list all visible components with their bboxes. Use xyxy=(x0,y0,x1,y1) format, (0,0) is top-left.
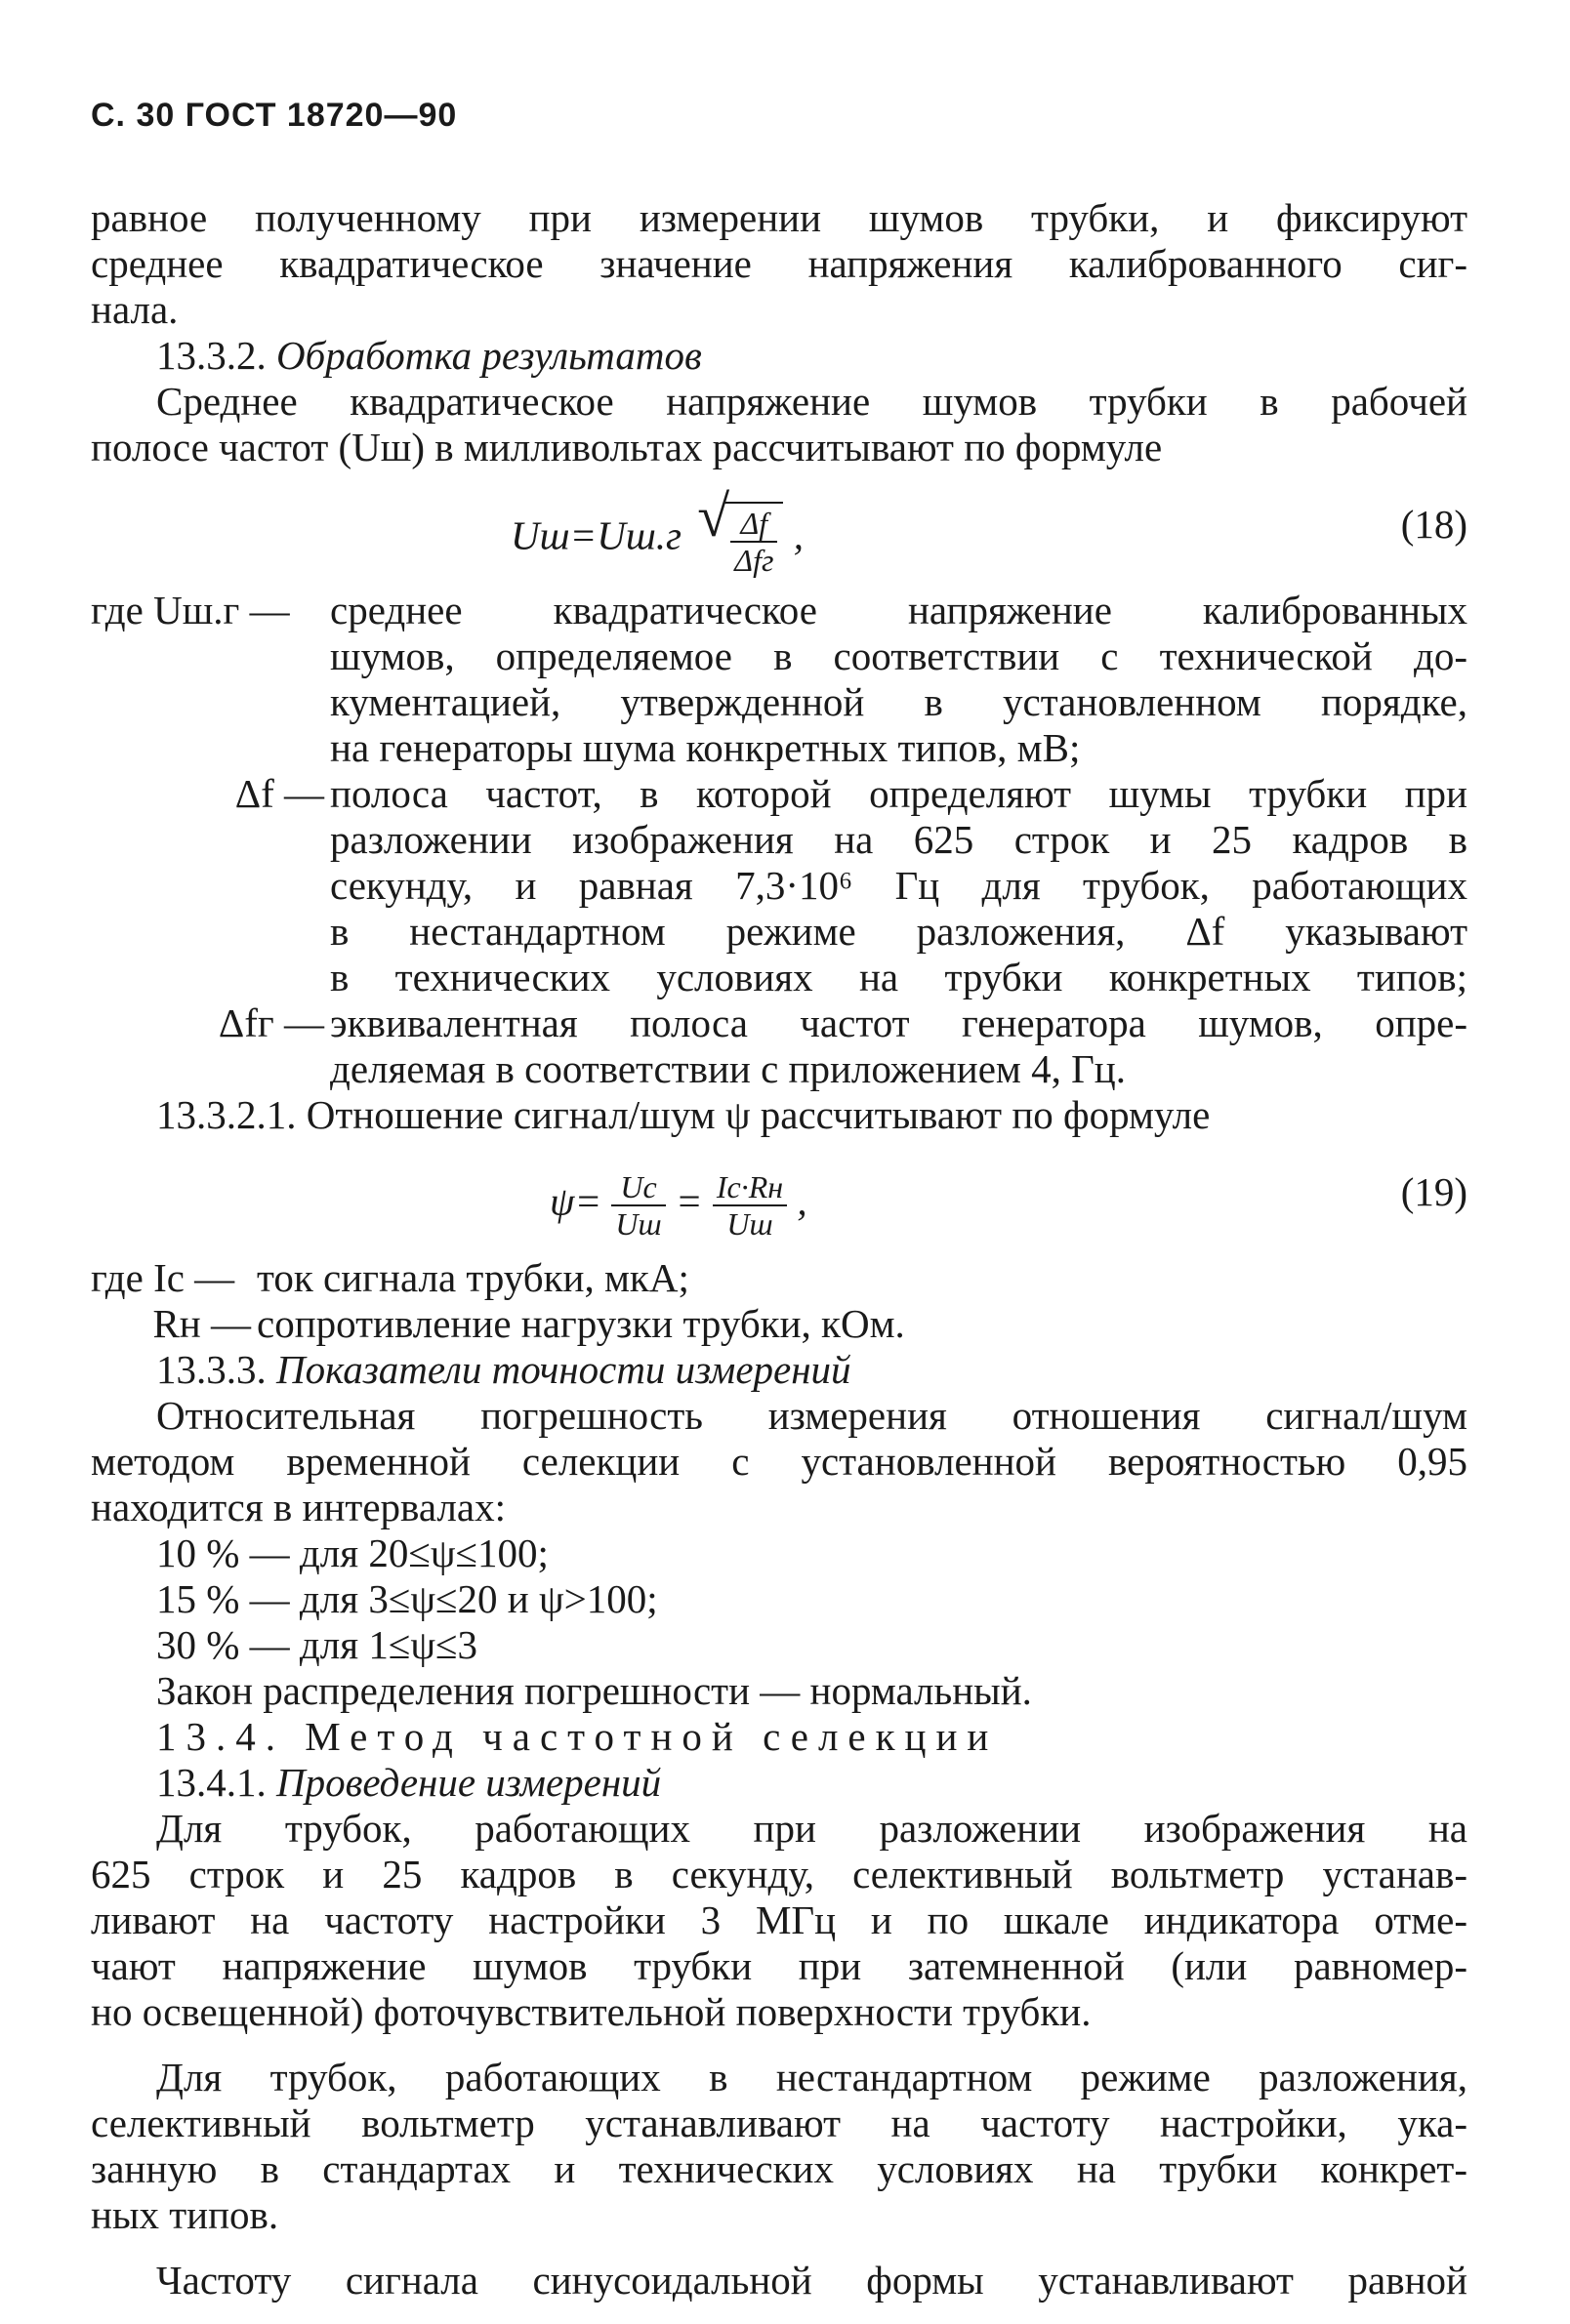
text-line: секунду, и равная 7,3·10⁶ Гц для трубок, работающих xyxy=(330,863,1467,908)
section-heading-13-4: 13.4. Метод частотной селекции xyxy=(156,1714,999,1759)
paragraph-accuracy xyxy=(91,1393,1467,1530)
definitions-19 xyxy=(91,1255,1467,1347)
definition-item xyxy=(91,1301,1467,1347)
text-line: занную в стандартах и технических условиях на трубки конкрет- xyxy=(91,2146,1467,2191)
section-number: 13.3.2. xyxy=(156,333,267,378)
paragraph-formula-intro xyxy=(91,379,1467,470)
definition-item xyxy=(91,1000,1467,1092)
definition-item xyxy=(91,588,1467,771)
text-line: селективный вольтметр устанавливают на частоту настройки, ука- xyxy=(91,2100,1467,2145)
definition-text: сопротивление нагрузки трубки, кОм. xyxy=(257,1301,905,1346)
paragraph-gap xyxy=(91,2035,1467,2055)
fraction-numerator: Uс xyxy=(611,1169,665,1206)
fraction xyxy=(730,506,777,578)
fraction-denominator: Δfг xyxy=(734,543,774,578)
page-header: С. 30 ГОСТ 18720—90 xyxy=(91,97,458,134)
section-title: Обработка результатов xyxy=(276,333,702,378)
formula-19 xyxy=(91,1148,1467,1242)
paragraph-signal-frequency xyxy=(91,2258,1467,2304)
radicand xyxy=(724,502,783,578)
formula-number: (19) xyxy=(1400,1169,1467,1214)
text-line: нала. xyxy=(91,287,179,332)
text-line: но освещенной) фоточувствительной поверхности трубки. xyxy=(91,1989,1092,2034)
formula-expression xyxy=(550,1169,807,1242)
section-heading-13-3-2 xyxy=(91,333,1467,379)
paragraph-standard-tubes xyxy=(91,1806,1467,2035)
document-page xyxy=(91,93,1467,2304)
list-item: 30 % — для 1≤ψ≤3 xyxy=(156,1622,478,1667)
definition-symbol: где Iс — xyxy=(91,1255,235,1300)
definition-symbol: Δfг — xyxy=(218,1000,324,1045)
text-line: кументацией, утвержденной в установленном порядке, xyxy=(330,679,1467,724)
definition-text xyxy=(330,771,1467,1000)
text-line: равное полученному при измерении шумов трубки, и фиксируют xyxy=(91,195,1467,240)
list-item: 15 % — для 3≤ψ≤20 и ψ>100; xyxy=(156,1576,658,1621)
text-line: в нестандартном режиме разложения, Δf указывают xyxy=(330,909,1467,954)
fraction xyxy=(611,1169,665,1242)
text-line: находится в интервалах: xyxy=(91,1485,506,1529)
fraction-numerator: Iс·Rн xyxy=(713,1169,787,1206)
text-line: Частоту сигнала синусоидальной формы устанавливают равной xyxy=(156,2258,1467,2303)
fraction-denominator: Uш xyxy=(615,1206,662,1242)
definition-text xyxy=(330,588,1467,771)
text-line: ливают на частоту настройки 3 МГц и по шкале индикатора отме- xyxy=(91,1897,1467,1942)
definition-symbol: Δf — xyxy=(234,771,324,816)
error-law-line: Закон распределения погрешности — нормальный. xyxy=(156,1668,1032,1713)
fraction-denominator: Uш xyxy=(726,1206,773,1242)
text-line: чают напряжение шумов трубки при затемненной (или равномер- xyxy=(91,1943,1467,1988)
formula-expression xyxy=(511,484,804,578)
text-line: методом временной селекции с установленной вероятностью 0,95 xyxy=(91,1439,1467,1484)
definition-text xyxy=(330,1000,1467,1092)
text-line: в технических условиях на трубки конкретных типов; xyxy=(330,955,1467,999)
text-line: Для трубок, работающих в нестандартном режиме разложения, xyxy=(156,2055,1467,2100)
fraction xyxy=(713,1169,787,1242)
list-item: 10 % — для 20≤ψ≤100; xyxy=(156,1530,549,1575)
formula-equals: = xyxy=(675,1178,703,1224)
definition-text: ток сигнала трубки, мкА; xyxy=(257,1255,689,1300)
section-heading-13-3-3 xyxy=(91,1347,1467,1393)
text-line: среднее квадратическое значение напряжения калиброванного сиг- xyxy=(91,241,1467,286)
paragraph-nonstandard-tubes xyxy=(91,2055,1467,2238)
section-title: Показатели точности измерений xyxy=(276,1347,851,1392)
section-title: Проведение измерений xyxy=(276,1760,662,1805)
text-line: Относительная погрешность измерения отношения сигнал/шум xyxy=(156,1393,1467,1438)
text-line: полоса частот, в которой определяют шумы трубки при xyxy=(330,771,1467,816)
text-line: эквивалентная полоса частот генератора шумов, опре- xyxy=(330,1000,1467,1045)
text-line: шумов, определяемое в соответствии с технической до- xyxy=(330,633,1467,678)
formula-18 xyxy=(91,480,1467,578)
definition-item xyxy=(91,771,1467,1000)
text-line: полосе частот (Uш) в милливольтах рассчитывают по формуле xyxy=(91,425,1163,469)
text-line: Среднее квадратическое напряжение шумов трубки в рабочей xyxy=(156,379,1467,424)
text-line: разложении изображения на 625 строк и 25 кадров в xyxy=(330,817,1467,862)
square-root xyxy=(697,484,783,578)
definition-symbol: Rн — xyxy=(152,1301,251,1346)
text-line: деляемая в соответствии с приложением 4, Гц. xyxy=(330,1046,1126,1091)
text-line: среднее квадратическое напряжение калиброванных xyxy=(330,588,1467,632)
text-line: Для трубок, работающих при разложении изображения на xyxy=(156,1806,1467,1851)
section-heading-13-3-2-1: 13.3.2.1. Отношение сигнал/шум ψ рассчитывают по формуле xyxy=(156,1092,1211,1137)
definitions-18 xyxy=(91,588,1467,1092)
section-number: 13.3.3. xyxy=(156,1347,267,1392)
text-line: на генераторы шума конкретных типов, мВ; xyxy=(330,725,1081,770)
interval-list xyxy=(91,1530,1467,1668)
formula-number: (18) xyxy=(1400,502,1467,547)
formula-comma: , xyxy=(797,1178,807,1224)
text-line: ных типов. xyxy=(91,2192,279,2237)
text-line: 625 строк и 25 кадров в секунду, селективный вольтметр устанав- xyxy=(91,1852,1467,1896)
formula-comma: , xyxy=(793,512,804,558)
section-heading-13-4-1 xyxy=(91,1760,1467,1806)
fraction-numerator: Δf xyxy=(730,506,777,543)
definition-item xyxy=(91,1255,1467,1301)
formula-lhs: Uш=Uш.г xyxy=(511,512,682,558)
radical-sign-icon: √ xyxy=(697,484,730,549)
formula-lhs: ψ= xyxy=(550,1178,602,1224)
paragraph-continuation xyxy=(91,195,1467,333)
section-number: 13.4.1. xyxy=(156,1760,267,1805)
paragraph-gap xyxy=(91,2238,1467,2258)
definition-symbol: где Uш.г — xyxy=(91,588,290,632)
